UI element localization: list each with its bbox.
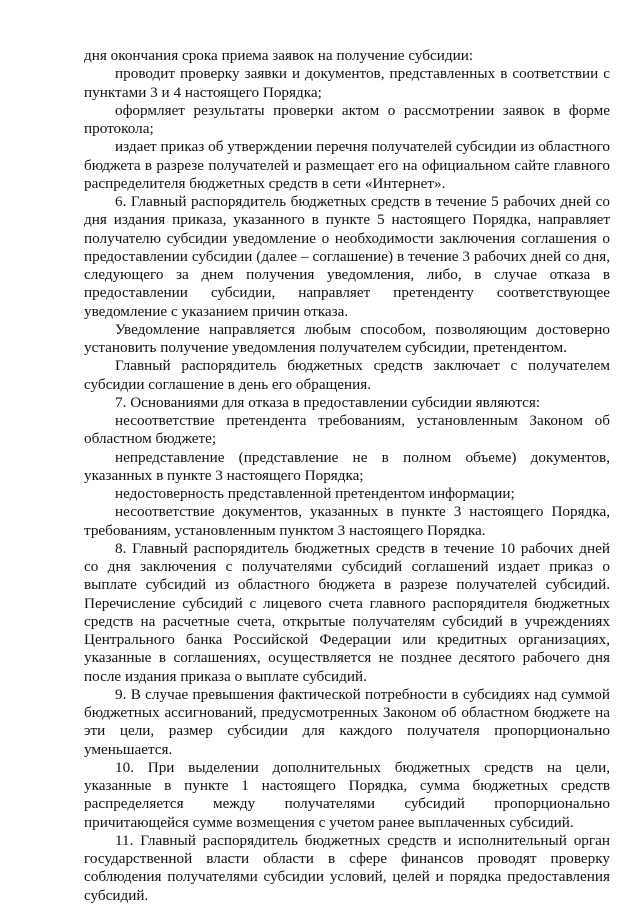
- paragraph-refusal-reason-1: несоответствие претендента требованиям, установленным Законом об областном бюджете;: [84, 412, 610, 448]
- paragraph-order-list: издает приказ об утверждении перечня получателей субсидии из областного бюджета в разрезе получателей и размещает его на официальном сайте главного распределителя бюджетных средств в сети «Интернет».: [84, 138, 610, 192]
- paragraph-protocol: оформляет результаты проверки актом о рассмотрении заявок в форме протокола;: [84, 101, 610, 137]
- paragraph-refusal-reason-3: недостоверность представленной претендентом информации;: [115, 485, 515, 502]
- paragraph-item-6: 6. Главный распорядитель бюджетных средств в течение 5 рабочих дней со дня издания приказа, указанного в пункте 5 настоящего Порядка, направляет получателю субсидии уведомление о необходимости заключения соглашения о предоставлении субсидии (далее – соглашение) в течение 3 рабочих дней со дня, следующего за днем получения уведомления, либо, в случае отказа в предоставлении субсидии, направляет претенденту соответствующее уведомление с указанием причин отказа.: [84, 193, 610, 320]
- paragraph-refusal-reason-2: непредставление (представление не в полном объеме) документов, указанных в пункте 3 настоящего Порядка;: [84, 448, 610, 484]
- paragraph-refusal-reason-4: несоответствие документов, указанных в пункте 3 настоящего Порядка, требованиям, установленным пунктом 3 настоящего Порядка.: [84, 503, 610, 539]
- paragraph-check-application: проводит проверку заявки и документов, представленных в соответствии с пунктами 3 и 4 настоящего Порядка;: [84, 65, 610, 101]
- paragraph-item-11: 11. Главный распорядитель бюджетных средств и исполнительный орган государственной власти области в сфере финансов проводят проверку соблюдения получателями субсидии условий, целей и порядка предоставления субсидий.: [84, 831, 610, 904]
- paragraph-item-10: 10. При выделении дополнительных бюджетных средств на цели, указанные в пункте 1 настоящего Порядка, сумма бюджетных средств распределяется между получателями субсидий пропорционально причитающейся сумме возмещения с учетом ранее выплаченных субсидий.: [84, 758, 610, 831]
- paragraph-continuation: дня окончания срока приема заявок на получение субсидии:: [84, 47, 474, 64]
- paragraph-item-7: 7. Основаниями для отказа в предоставлении субсидии являются:: [115, 393, 541, 411]
- paragraph-item-8: 8. Главный распорядитель бюджетных средств в течение 10 рабочих дней со дня заключения с получателями субсидий соглашений издает приказ о выплате субсидий из областного бюджета в разрезе получателей субсидий. Перечисление субсидий с лицевого счета главного распорядителя бюджетных средств на расчетные счета, открытые получателям субсидий в учреждениях Центрального банка Российской Федерации или кредитных организациях, указанные в соглашениях, осуществляется не позднее десятого рабочего дня после издания приказа о выплате субсидий.: [84, 539, 610, 685]
- paragraph-item-9: 9. В случае превышения фактической потребности в субсидиях над суммой бюджетных ассигнований, предусмотренных Законом об областном бюджете на эти цели, размер субсидии для каждого получателя пропорционально уменьшается.: [84, 685, 610, 758]
- paragraph-agreement: Главный распорядитель бюджетных средств заключает с получателем субсидии соглашение в день его обращения.: [84, 357, 610, 393]
- paragraph-notification: Уведомление направляется любым способом, позволяющим достоверно установить получение уведомления получателем субсидии, претендентом.: [84, 320, 610, 356]
- document-page: [84, 47, 610, 905]
